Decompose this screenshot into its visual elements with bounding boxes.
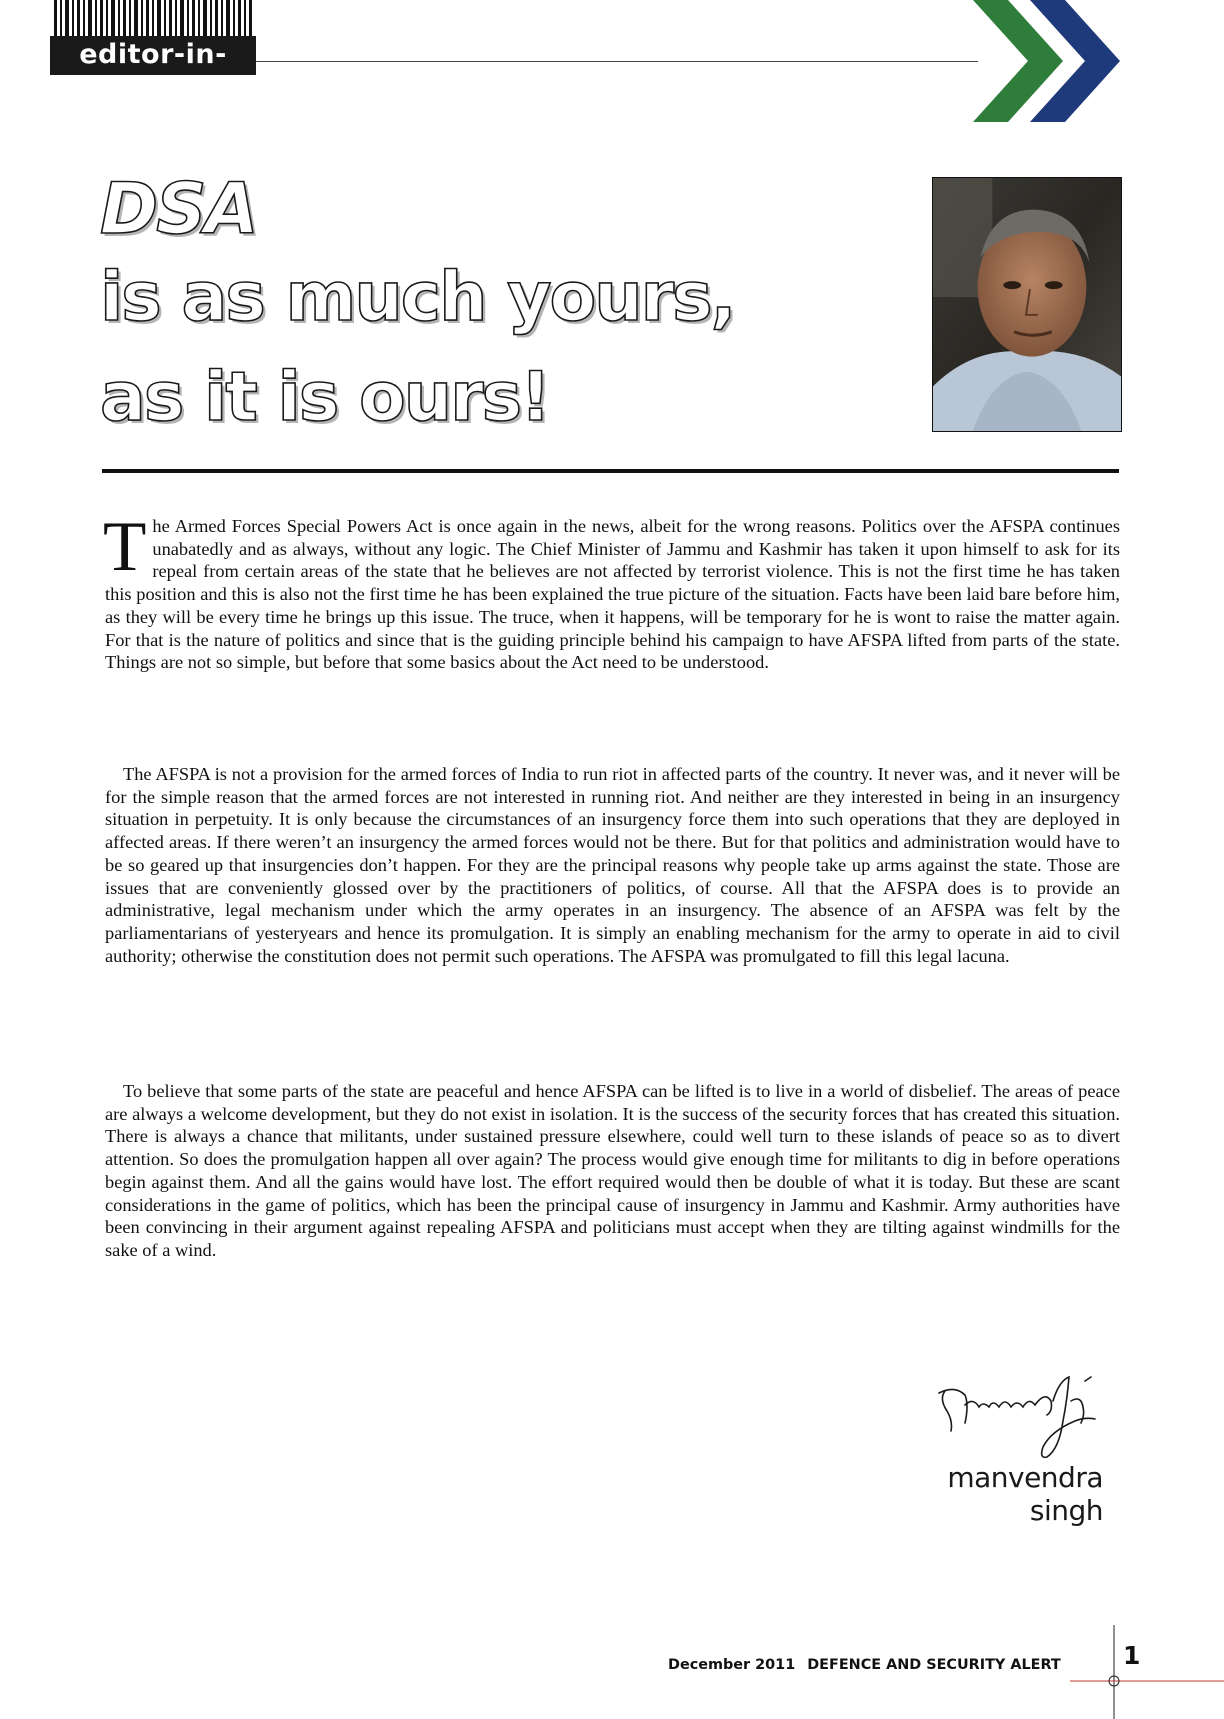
handwritten-signature [935, 1371, 1105, 1464]
page-number: 1 [1123, 1641, 1141, 1670]
publication-name: DEFENCE AND SECURITY ALERT [807, 1657, 1061, 1673]
issue-date: December 2011 [668, 1657, 796, 1673]
crop-marks-graphic [1070, 1625, 1224, 1719]
article-paragraph: To believe that some parts of the state are peaceful and hence AFSPA can be lifted is to live in a world of disbelief. The areas of peace are always a welcome development, but they do not exist in isolation. It is the success of the security forces that has created this situation. There is always a chance that militants, under sustained pressure elsewhere, could well turn to these islands of peace so as to divert attention. So does the promulgation happen all over again? The process would give enough time for militants to dig in before operations begin against them. And all the gains would have lost. The effort required would then be double of what it is today. But these are scant considerations in the game of politics, which has been the principal cause of insurgency in Jammu and Kashmir. Army authorities have been convincing in their argument against repealing AFSPA and politicians must accept when they are tilting against windmills for the sake of a wind. [105, 1081, 1120, 1260]
paragraph-text: he Armed Forces Special Powers Act is once again in the news, albeit for the wrong reasons. Politics over the AFSPA continues unabatedly and as always, without any logic. The Chief Minister of Jammu and Kashmir has taken it upon himself to ask for its repeal from certain areas of the state that he believes are not affected by terrorist violence. This is not the first time he has taken this position and this is also not the first time he has been explained the true picture of the situation. Facts have been laid bare before him, as they will be every time he brings up this issue. The truce, when it happens, will be temporary for he is wont to raise the matter again. For that is the nature of politics and since that is the guiding principle behind his campaign to have AFSPA lifted from parts of the state. Things are not so simple, but before that some basics about the Act need to be understood. [105, 516, 1120, 673]
drop-cap: T [103, 508, 147, 586]
article-paragraph [103, 508, 1120, 674]
title-line: DSA [100, 168, 257, 250]
author-photo [932, 177, 1122, 432]
title-divider [102, 469, 1119, 473]
article-title [100, 168, 920, 448]
double-chevron-icon [968, 0, 1124, 122]
title-line: is as much yours, [100, 258, 735, 337]
article-paragraph: The AFSPA is not a provision for the armed forces of India to run riot in affected parts of the country. It never was, and it never will be for the simple reason that the armed forces are not interested in running riot. And neither are they interested in being in an insurgency situation in perpetuity. It is only because the circumstances of an insurgency force them into such operations that they are deployed in affected areas. If there weren’t an insurgency the armed forces would not be there. But for that politics and administration would have to be so geared up that insurgencies don’t happen. For they are the principal reasons why people take up arms against the state. Those are issues that are conveniently glossed over by the practitioners of politics, of course. All that the AFSPA does is to provide an administrative, legal mechanism under which the army operates in an insurgency. The absence of an AFSPA was felt by the parliamentarians of yesteryears and hence its promulgation. It is simply an enabling mechanism for the army to operate in aid to civil authority; otherwise the constitution does not permit such operations. The AFSPA was promulgated to fill this legal lacuna. [105, 764, 1120, 966]
header-divider [256, 61, 978, 62]
footer-credit [668, 1657, 1060, 1673]
section-label: editor-in-chief [50, 36, 256, 75]
author-name: manvendra singh [947, 1461, 1103, 1527]
title-line: as it is ours! [100, 358, 550, 437]
